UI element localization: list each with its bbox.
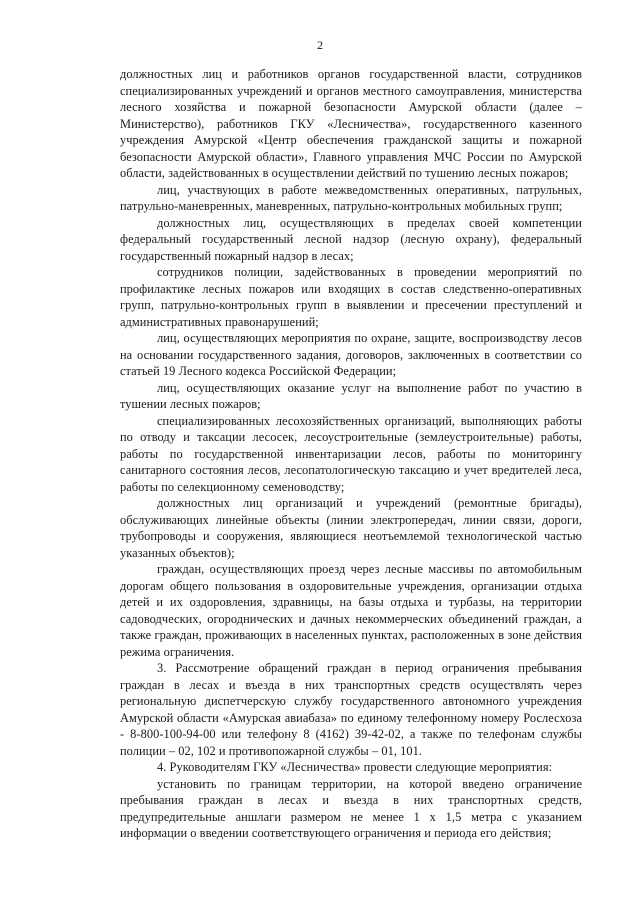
paragraph: лиц, участвующих в работе межведомственных оперативных, патрульных, патрульно-маневренных, маневренных, патрульно-контрольных мобильных групп; — [120, 182, 582, 213]
paragraph: должностных лиц, осуществляющих в пределах своей компетенции федеральный государственный лесной надзор (лесную охрану), федеральный государственный пожарный надзор в лесах; — [120, 215, 582, 263]
paragraph: 3. Рассмотрение обращений граждан в период ограничения пребывания граждан в лесах и въезда в них транспортных средств осуществлять через региональную диспетчерскую службу государственного автономного учреждения Амурской области «Амурская авиабаза» по единому телефонному номеру Рослесхоза - 8-800-100-94-00 или телефону 8 (4162) 39-42-02, а также по телефонам службы полиции – 02, 102 и противопожарной службы – 01, 101. — [120, 661, 582, 758]
paragraph: должностных лиц организаций и учреждений (ремонтные бригады), обслуживающих линейные объекты (линии электропередач, линии связи, дороги, трубопроводы и сооружения, являющиеся неотъемлемой технологической частью указанных объектов); — [120, 496, 582, 560]
paragraph: специализированных лесохозяйственных организаций, выполняющих работы по отводу и таксации лесосек, лесоустроительные (землеустроительные) работы, работы по государственной инвентаризации лесов, работы по мониторингу санитарного состояния лесов, лесопатологическую таксацию и учет вредителей леса, работы по селекционному семеноводству; — [120, 413, 582, 494]
paragraph: сотрудников полиции, задействованных в проведении мероприятий по профилактике лесных пожаров или входящих в состав следственно-оперативных групп, патрульно-контрольных групп в выявлении и пресечении преступлений и административных правонарушений; — [120, 265, 582, 329]
paragraph: установить по границам территории, на которой введено ограничение пребывания граждан в лесах и въезда в них транспортных средств, предупредительные аншлаги размером не менее 1 х 1,5 метра с указанием информации о введении соответствующего ограничения и периода его действия; — [120, 776, 582, 840]
paragraph: должностных лиц и работников органов государственной власти, сотрудников специализированных учреждений и органов местного самоуправления, министерства лесного хозяйства и пожарной безопасности Амурской области (далее – Министерство), работников ГКУ «Лесничества», государственного казенного учреждения Амурской «Центр обеспечения гражданской защиты и пожарной безопасности Амурской области», Главного управления МЧС России по Амурской области, задействованных в осуществлении действий по тушению лесных пожаров; — [120, 67, 582, 180]
paragraph: лиц, осуществляющих мероприятия по охране, защите, воспроизводству лесов на основании государственного задания, договоров, заключенных в соответствии со статьей 19 Лесного кодекса Российской Федерации; — [120, 331, 582, 378]
paragraph: лиц, осуществляющих оказание услуг на выполнение работ по участию в тушении лесных пожаров; — [120, 380, 582, 411]
page-number: 2 — [317, 38, 323, 52]
paragraph: 4. Руководителям ГКУ «Лесничества» провести следующие мероприятия: — [157, 760, 553, 774]
document-body — [120, 66, 582, 842]
paragraph: граждан, осуществляющих проезд через лесные массивы по автомобильным дорогам общего пользования в оздоровительные учреждения, организации отдыха детей и их оздоровления, здравницы, на базы отдыха и турбазы, на территории садоводческих, огороднических и дачных некоммерческих объединений граждан, а также граждан, проживающих в населенных пунктах, расположенных в зоне действия режима ограничения. — [120, 562, 582, 659]
